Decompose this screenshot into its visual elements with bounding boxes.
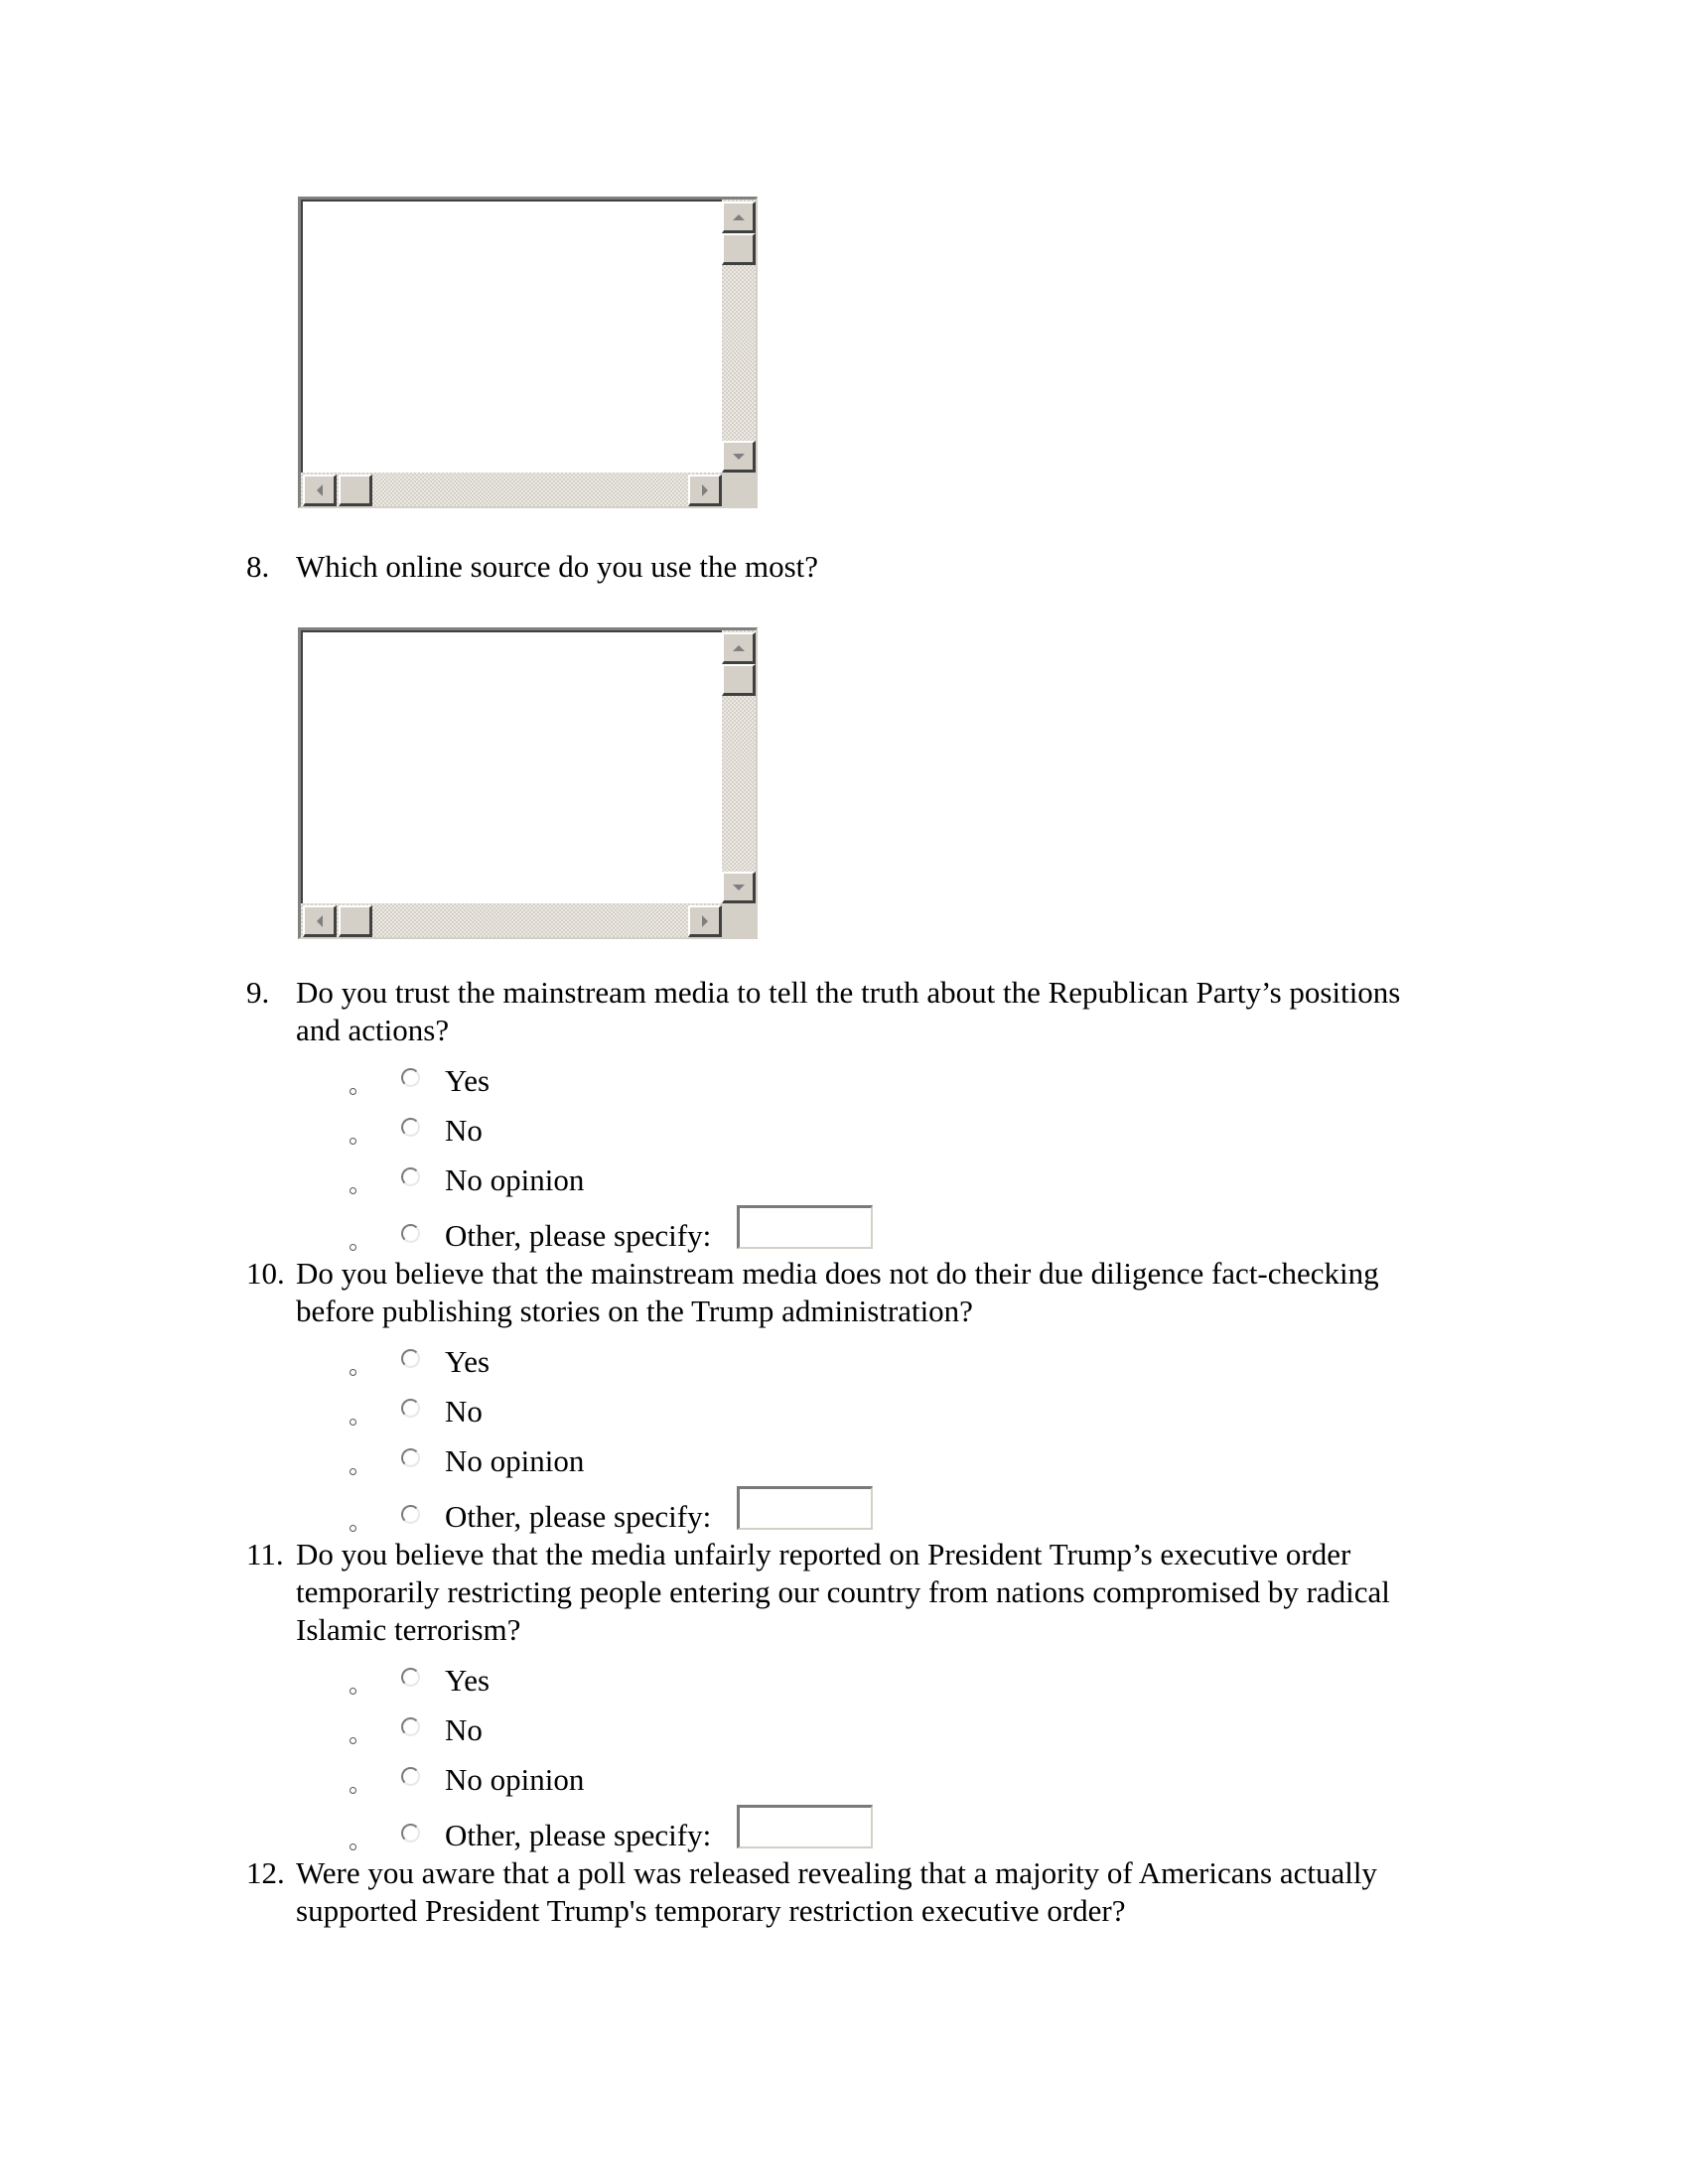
hollow-circle-bullet-icon xyxy=(350,1468,356,1475)
option-label-other: Other, please specify: xyxy=(445,1499,712,1534)
triangle-down-icon xyxy=(733,885,745,890)
question-text-line-1: Do you believe that the mainstream media does not do their due diligence fact-checking xyxy=(296,1256,1379,1291)
question-text-line-1: Were you aware that a poll was released revealing that a majority of Americans actually xyxy=(296,1855,1377,1890)
q10-radio-yes[interactable] xyxy=(401,1349,420,1368)
hollow-circle-bullet-icon xyxy=(350,1088,356,1095)
question-text-line-2: supported President Trump's temporary restriction executive order? xyxy=(296,1893,1126,1928)
hollow-circle-bullet-icon xyxy=(350,1843,356,1850)
scroll-left-button[interactable] xyxy=(303,905,337,937)
scrollbar-corner xyxy=(722,903,756,937)
q9-radio-no[interactable] xyxy=(401,1118,420,1137)
question-text-line-2: and actions? xyxy=(296,1013,450,1047)
option-label-no: No xyxy=(445,1394,483,1429)
horizontal-scroll-thumb[interactable] xyxy=(339,475,372,506)
hollow-circle-bullet-icon xyxy=(350,1138,356,1145)
q10-other-specify-input[interactable] xyxy=(737,1486,873,1530)
hollow-circle-bullet-icon xyxy=(350,1525,356,1532)
q11-radio-no[interactable] xyxy=(401,1717,420,1736)
horizontal-scrollbar[interactable] xyxy=(301,473,722,506)
scroll-down-button[interactable] xyxy=(722,872,756,903)
vertical-scrollbar[interactable] xyxy=(722,200,756,473)
hollow-circle-bullet-icon xyxy=(350,1244,356,1251)
scroll-up-button[interactable] xyxy=(722,632,756,664)
q8-answer-textarea[interactable] xyxy=(298,627,758,939)
q7-answer-textarea[interactable] xyxy=(298,197,758,508)
option-label-yes: Yes xyxy=(445,1063,491,1098)
horizontal-scroll-thumb[interactable] xyxy=(339,905,372,937)
scrollbar-corner xyxy=(722,473,756,506)
q11-radio-no-opinion[interactable] xyxy=(401,1767,420,1786)
q11-radio-yes[interactable] xyxy=(401,1668,420,1687)
triangle-right-icon xyxy=(702,484,708,496)
triangle-left-icon xyxy=(317,484,323,496)
question-text-line-2: before publishing stories on the Trump administration? xyxy=(296,1294,973,1328)
hollow-circle-bullet-icon xyxy=(350,1737,356,1744)
question-10 xyxy=(0,1255,1688,1330)
textarea-edit-area[interactable] xyxy=(301,630,756,937)
option-label-no: No xyxy=(445,1712,483,1747)
vertical-scroll-thumb[interactable] xyxy=(722,233,756,265)
hollow-circle-bullet-icon xyxy=(350,1419,356,1426)
q9-radio-no-opinion[interactable] xyxy=(401,1167,420,1186)
q11-other-specify-input[interactable] xyxy=(737,1805,873,1848)
triangle-up-icon xyxy=(733,214,745,220)
option-label-no: No xyxy=(445,1113,483,1148)
scroll-right-button[interactable] xyxy=(688,475,722,506)
question-12 xyxy=(0,1854,1688,1930)
option-label-other: Other, please specify: xyxy=(445,1818,712,1852)
option-label-no-opinion: No opinion xyxy=(445,1762,585,1797)
question-number: 12. xyxy=(246,1855,285,1890)
question-9 xyxy=(0,974,1688,1049)
scroll-down-button[interactable] xyxy=(722,441,756,473)
q9-radio-other[interactable] xyxy=(401,1224,420,1243)
hollow-circle-bullet-icon xyxy=(350,1187,356,1194)
question-number: 9. xyxy=(246,975,270,1010)
triangle-down-icon xyxy=(733,454,745,460)
question-number: 8. xyxy=(246,549,270,584)
question-text-line-2: temporarily restricting people entering our country from nations compromised by radical xyxy=(296,1574,1390,1609)
hollow-circle-bullet-icon xyxy=(350,1688,356,1695)
q10-radio-no-opinion[interactable] xyxy=(401,1448,420,1467)
q11-radio-other[interactable] xyxy=(401,1824,420,1843)
hollow-circle-bullet-icon xyxy=(350,1787,356,1794)
question-text-line-3: Islamic terrorism? xyxy=(296,1612,521,1647)
question-number: 10. xyxy=(246,1256,285,1291)
option-label-yes: Yes xyxy=(445,1663,491,1698)
vertical-scroll-thumb[interactable] xyxy=(722,664,756,696)
scroll-right-button[interactable] xyxy=(688,905,722,937)
hollow-circle-bullet-icon xyxy=(350,1369,356,1376)
option-label-yes: Yes xyxy=(445,1344,491,1379)
triangle-left-icon xyxy=(317,915,323,927)
question-text-line-1: Do you believe that the media unfairly reported on President Trump’s executive order xyxy=(296,1537,1351,1571)
q9-other-specify-input[interactable] xyxy=(737,1205,873,1249)
q9-radio-yes[interactable] xyxy=(401,1068,420,1087)
scroll-left-button[interactable] xyxy=(303,475,337,506)
option-label-no-opinion: No opinion xyxy=(445,1443,585,1478)
question-text: Which online source do you use the most? xyxy=(296,549,819,584)
triangle-right-icon xyxy=(702,915,708,927)
q10-radio-other[interactable] xyxy=(401,1505,420,1524)
option-label-no-opinion: No opinion xyxy=(445,1162,585,1197)
textarea-edit-area[interactable] xyxy=(301,200,756,506)
vertical-scrollbar[interactable] xyxy=(722,630,756,903)
question-number: 11. xyxy=(246,1537,284,1571)
horizontal-scrollbar[interactable] xyxy=(301,903,722,937)
triangle-up-icon xyxy=(733,645,745,651)
option-label-other: Other, please specify: xyxy=(445,1218,712,1253)
q10-radio-no[interactable] xyxy=(401,1399,420,1418)
scroll-up-button[interactable] xyxy=(722,202,756,233)
question-11 xyxy=(0,1536,1688,1649)
question-text-line-1: Do you trust the mainstream media to tell the truth about the Republican Party’s positions xyxy=(296,975,1401,1010)
